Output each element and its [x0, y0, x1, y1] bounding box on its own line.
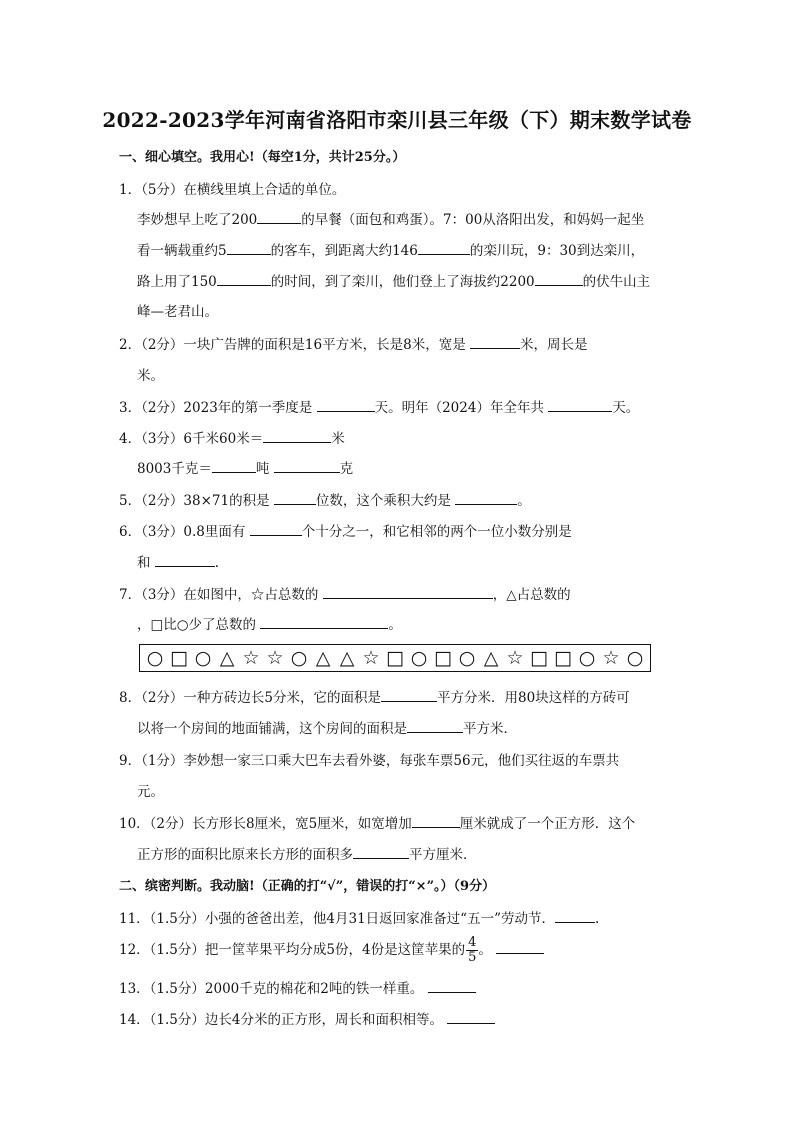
answer-blank[interactable]	[412, 814, 460, 828]
shapes-figure	[139, 644, 651, 672]
square-shape-icon: □	[554, 647, 572, 669]
answer-blank[interactable]	[217, 272, 271, 286]
question-13: 13．（1.5分）2000千克的棉花和2吨的铁一样重。	[119, 977, 476, 997]
question-1-line-2: 李妙想早上吃了200 的早餐（面包和鸡蛋）。7：00从洛阳出发，和妈妈一起坐	[137, 212, 645, 228]
answer-blank[interactable]	[496, 940, 544, 954]
answer-blank[interactable]	[447, 1010, 495, 1024]
answer-blank[interactable]	[274, 459, 340, 473]
question-12: 12．（1.5分）把一筐苹果平均分成5份，4份是这筐苹果的 $\frac{4}{5}$ 。	[119, 936, 544, 965]
answer-blank[interactable]	[418, 241, 470, 255]
fraction-denominator: 5	[468, 950, 477, 965]
fraction	[466, 936, 478, 965]
answer-blank[interactable]	[263, 429, 331, 443]
triangle-shape-icon: △	[219, 647, 235, 669]
star-shape-icon: ☆	[362, 647, 380, 669]
triangle-shape-icon: △	[483, 647, 499, 669]
question-10: 10．（2分）长方形长8厘米，宽5厘米，如宽增加 厘米就成了一个正方形．这个	[119, 816, 636, 832]
answer-blank[interactable]	[212, 459, 256, 473]
answer-blank[interactable]	[428, 979, 476, 993]
answer-blank[interactable]	[555, 909, 595, 923]
answer-blank[interactable]	[257, 210, 301, 224]
question-1: 1．（5分）在横线里填上合适的单位。	[119, 182, 346, 198]
question-6: 6．（3分）0.8里面有 个十分之一，和它相邻的两个一位小数分别是	[119, 524, 572, 540]
answer-blank[interactable]	[227, 241, 271, 255]
question-7: 7．（3分）在如图中，☆占总数的 ，△占总数的	[119, 587, 571, 603]
section-2-heading: 二、缤密判断。我动脑!（正确的打“√”，错误的打“×”。）（9分）	[119, 879, 496, 894]
question-8: 8．（2分）一种方砖边长5分米，它的面积是 平方分米．用80块这样的方砖可	[119, 690, 630, 706]
circle-shape-icon: ○	[290, 647, 308, 669]
circle-shape-icon: ○	[578, 647, 596, 669]
question-11: 11．（1.5分）小强的爸爸出差，他4月31日返回家准备过“五一”劳动节． .	[119, 911, 600, 927]
question-1-line-4: 路上用了150 的时间，到了栾川，他们登上了海拔约2200 的伏牛山主	[137, 274, 651, 290]
question-14: 14．（1.5分）边长4分米的正方形，周长和面积相等。	[119, 1008, 495, 1028]
answer-blank[interactable]	[274, 491, 316, 505]
circle-shape-icon: ○	[458, 647, 476, 669]
square-shape-icon: □	[386, 647, 404, 669]
question-2: 2．（2分）一块广告牌的面积是16平方米，长是8米，宽是 米，周长是	[119, 337, 588, 353]
square-shape-icon: □	[170, 647, 188, 669]
triangle-shape-icon: △	[339, 647, 355, 669]
question-6-line-2: 和 .	[137, 555, 220, 571]
circle-shape-icon: ○	[146, 647, 164, 669]
answer-blank[interactable]	[407, 719, 463, 733]
section-1-heading: 一、细心填空。我用心!（每空1分，共计25分。）	[119, 150, 406, 165]
star-shape-icon: ☆	[602, 647, 620, 669]
question-1-line-5: 峰—老君山。	[137, 304, 218, 320]
answer-blank[interactable]	[535, 272, 583, 286]
question-9: 9．（1分）李妙想一家三口乘大巴车去看外婆，每张车票56元，他们买往返的车票共	[119, 753, 620, 769]
star-shape-icon: ☆	[266, 647, 284, 669]
question-3: 3．（2分）2023年的第一季度是 天。明年（2024）年全年共 天。	[119, 400, 640, 416]
answer-blank[interactable]	[381, 688, 437, 702]
question-4: 4．（3分）6千米60米＝ 米	[119, 431, 345, 447]
answer-blank[interactable]	[155, 553, 215, 567]
answer-blank[interactable]	[317, 398, 375, 412]
answer-blank[interactable]	[323, 585, 493, 599]
answer-blank[interactable]	[470, 335, 520, 349]
answer-blank[interactable]	[353, 845, 409, 859]
answer-blank[interactable]	[260, 615, 388, 629]
circle-shape-icon: ○	[626, 647, 644, 669]
star-shape-icon: ☆	[506, 647, 524, 669]
square-shape-icon: □	[434, 647, 452, 669]
question-7-line-2: ，□比○少了总数的 。	[137, 617, 402, 633]
question-4-line-2: 8003千克＝ 吨 克	[137, 461, 354, 477]
question-9-line-2: 元。	[137, 784, 164, 800]
question-8-line-2: 以将一个房间的地面铺满，这个房间的面积是 平方米．	[137, 721, 517, 737]
circle-shape-icon: ○	[194, 647, 212, 669]
answer-blank[interactable]	[250, 522, 302, 536]
question-2-line-2: 米。	[137, 368, 164, 384]
triangle-shape-icon: △	[315, 647, 331, 669]
fraction-numerator: 4	[468, 935, 477, 950]
answer-blank[interactable]	[455, 491, 517, 505]
question-1-line-3: 看一辆载重约5 的客车，到距离大约146 的栾川玩，9：30到达栾川，	[137, 243, 645, 259]
question-10-line-2: 正方形的面积比原来长方形的面积多 平方厘米．	[137, 847, 477, 863]
answer-blank[interactable]	[548, 398, 612, 412]
page-title: 2022-2023学年河南省洛阳市栾川县三年级（下）期末数学试卷	[102, 108, 692, 132]
circle-shape-icon: ○	[410, 647, 428, 669]
star-shape-icon: ☆	[242, 647, 260, 669]
square-shape-icon: □	[530, 647, 548, 669]
question-5: 5．（2分）38×71的积是 位数，这个乘积大约是 。	[119, 493, 531, 509]
